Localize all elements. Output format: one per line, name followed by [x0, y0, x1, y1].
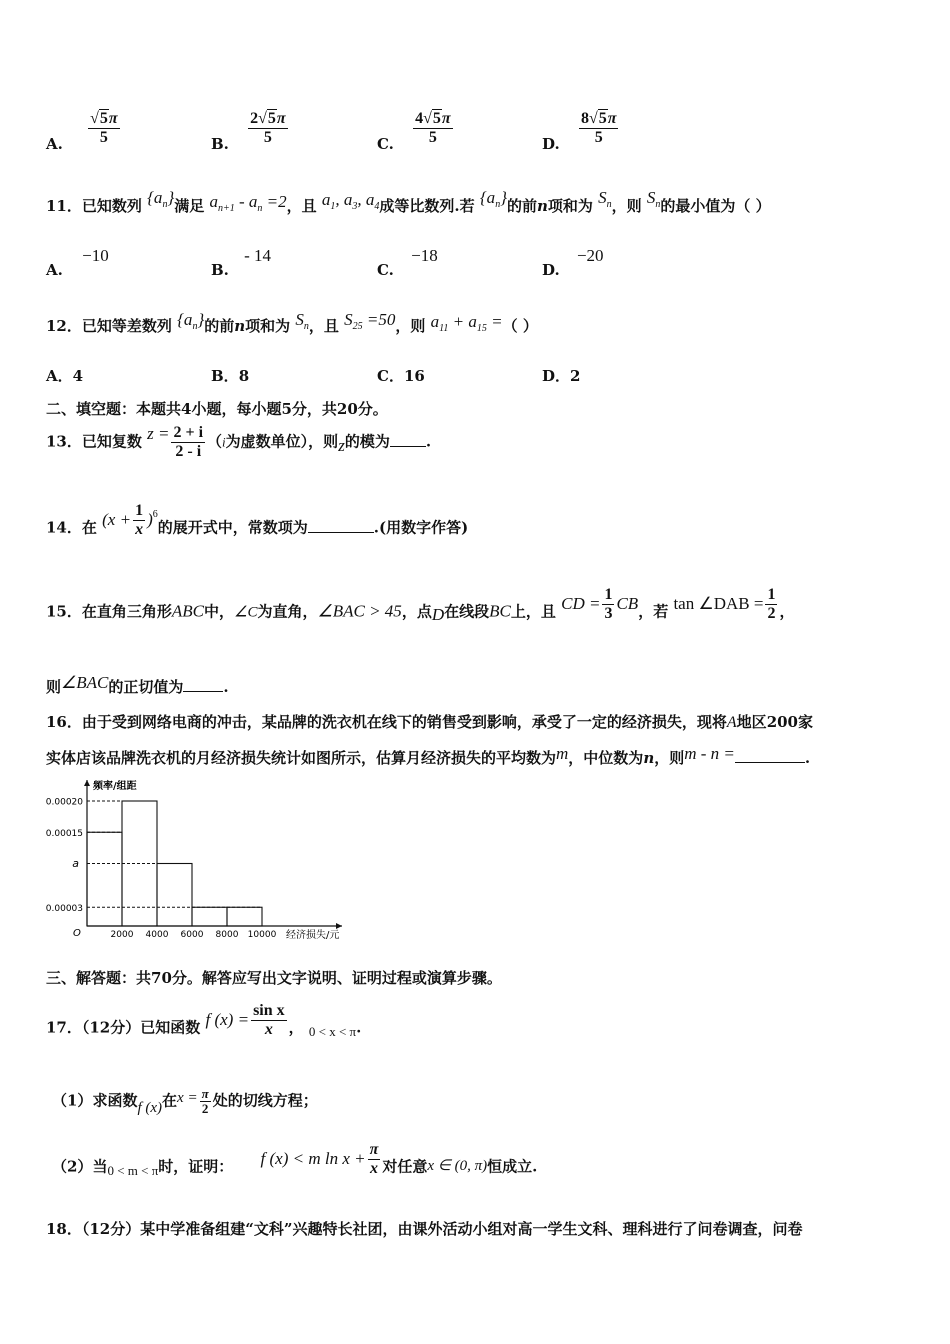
q12-condition: $S_{25} =50$: [344, 310, 396, 332]
q12-option-c[interactable]: C．16: [377, 367, 425, 385]
q10-option-d[interactable]: D. $\frac{8√5\pi}{5}$: [542, 110, 617, 153]
q13-stem: 13．已知复数 z = $\frac{2 + i}{2 - i}$ （i为虚数单位），则z的模为 .: [46, 423, 432, 460]
q13-fraction: $\frac{2 + i}{2 - i}$: [173, 424, 204, 460]
section-3-heading: 三、解答题：共70分。解答应写出文字说明、证明过程或演算步骤。: [46, 969, 502, 987]
q18-stem: 18．（12分）某中学准备组建“文科”兴趣特长社团，由课外活动小组对高一学生文科、理科进行了问卷调查，问卷: [46, 1220, 803, 1238]
q10-option-d-fraction: $\frac{8√5\pi}{5}$: [580, 110, 617, 146]
q12-stem: 12．已知等差数列 $\{a_n\}$的前n项和为 $S_n$，且 $S_{25} =50$，则 $a_{11} + a_{15}$ =（ ）: [46, 310, 538, 335]
q12-option-d[interactable]: D．2: [542, 367, 581, 385]
q11-seq: $\{a_n\}$: [147, 188, 175, 210]
y-axis-arrow-icon: [84, 780, 90, 786]
q15-tan-fraction: $\frac{1}{2}$: [767, 586, 776, 622]
q17-fraction: $\frac{\text{sin x}}{x}$: [253, 1002, 285, 1038]
q14-stem: 14．在 (x + $\frac{1}{x}$ )$^6$的展开式中，常数项为 .(用数字作答): [46, 502, 469, 538]
y-tick-label: a: [72, 857, 79, 870]
q17-part1: （1）求函数f (x)在x = $\frac{\pi}{2}$ 处的切线方程；: [52, 1086, 318, 1116]
q15-stem-line1: 15．在直角三角形ABC中，∠C为直角，∠BAC > 45，点D在线段BC上，且 CD = $\frac{1}{3}$ CB，若 tan ∠DAB = $\frac{1}{2}$ ，: [46, 586, 795, 624]
y-axis-label: 频率/组距: [93, 781, 137, 792]
x-axis-arrow-icon: [336, 923, 342, 929]
origin-label: O: [73, 928, 81, 939]
q11-option-b[interactable]: B. - 14: [211, 246, 272, 279]
q15-cd-fraction: $\frac{1}{3}$: [604, 586, 613, 622]
q14-answer-blank[interactable]: [308, 532, 374, 533]
y-tick-label: 0.00003: [45, 903, 83, 914]
q10-option-a[interactable]: A. $\frac{√5\pi}{5}$: [46, 110, 118, 153]
q11-option-d[interactable]: D. −20: [542, 246, 604, 279]
x-axis-label: 经济损失/元: [286, 930, 340, 941]
q12-seq: $\{a_n\}$: [177, 310, 205, 332]
y-tick-label: 0.00020: [45, 797, 83, 808]
q14-fraction: $\frac{1}{x}$: [135, 502, 144, 538]
histogram-chart: [40, 776, 360, 946]
q10-option-b-fraction: $\frac{2√5\pi}{5}$: [250, 110, 286, 146]
q11-stem: 11．已知数列 $\{a_n\}$满足 $a_{n+1} - a_n =2$，且 $a_1$, $a_3$, $a_4$成等比数列.若 $\{a_n\}$的前n项和为 $S_n$，则 $S_n$的最小值为（ ）: [46, 188, 771, 215]
q17-part2: （2）当0 < m < π时，证明： f (x) < m ln x + $\frac{\pi}{x}$ 对任意x ∈ (0, π)恒成立.: [52, 1141, 538, 1178]
q15-stem-line2: 则∠BAC的正切值为 .: [46, 673, 229, 696]
q11-option-c[interactable]: C. −18: [377, 246, 438, 279]
q11-sn2: $S_n$: [646, 188, 661, 210]
q12-option-a[interactable]: A．4: [46, 367, 84, 385]
q16-answer-blank[interactable]: [735, 762, 805, 763]
q10-option-a-fraction: $\frac{√5\pi}{5}$: [90, 110, 118, 146]
q11-relation: $a_{n+1} - a_n =2$: [209, 192, 287, 214]
q16-stem-line1: 16．由于受到网络电商的冲击，某品牌的洗衣机在线下的销售受到影响，承受了一定的经济损失，现将A地区200家: [46, 713, 814, 731]
x-tick-label: 4000: [145, 930, 169, 940]
q12-expression: $a_{11} + a_{15}$ =: [430, 312, 503, 334]
x-tick-label: 2000: [110, 930, 134, 940]
q13-answer-blank[interactable]: [390, 446, 426, 447]
q11-seq2: $\{a_n\}$: [479, 188, 507, 210]
x-tick-label: 10000: [247, 930, 277, 940]
q17-part2-fraction: $\frac{\pi}{x}$: [369, 1141, 379, 1177]
q16-stem-line2: 实体店该品牌洗衣机的月经济损失统计如图所示，估算月经济损失的平均数为m，中位数为n，则m - n = .: [46, 744, 811, 767]
q12-option-b[interactable]: B．8: [211, 367, 250, 385]
q15-answer-blank[interactable]: [183, 691, 223, 692]
q10-option-c-fraction: $\frac{4√5\pi}{5}$: [415, 110, 451, 146]
y-tick-label: 0.00015: [45, 828, 83, 839]
x-tick-label: 8000: [215, 930, 239, 940]
histogram-bar: [87, 832, 122, 926]
q11-sn: $S_n$: [598, 188, 612, 210]
q17-stem: 17．（12分）已知函数 f (x) = $\frac{\text{sin x}}{x}$ ， 0 < x < π.: [46, 1002, 362, 1039]
section-2-heading: 二、填空题：本题共4小题，每小题5分，共20分。: [46, 400, 388, 418]
q11-option-a[interactable]: A. −10: [46, 246, 109, 279]
histogram-bar: [227, 907, 262, 926]
x-tick-label: 6000: [180, 930, 204, 940]
q10-option-b[interactable]: B. $\frac{2√5\pi}{5}$: [211, 110, 286, 153]
q12-sn: $S_n$: [295, 310, 309, 332]
histogram-bar: [192, 907, 227, 926]
histogram-bar: [157, 864, 192, 927]
q11-terms: $a_1$, $a_3$, $a_4$: [321, 190, 380, 212]
q10-option-c[interactable]: C. $\frac{4√5\pi}{5}$: [377, 110, 451, 153]
q17-part1-fraction: $\frac{\pi}{2}$: [201, 1086, 209, 1116]
